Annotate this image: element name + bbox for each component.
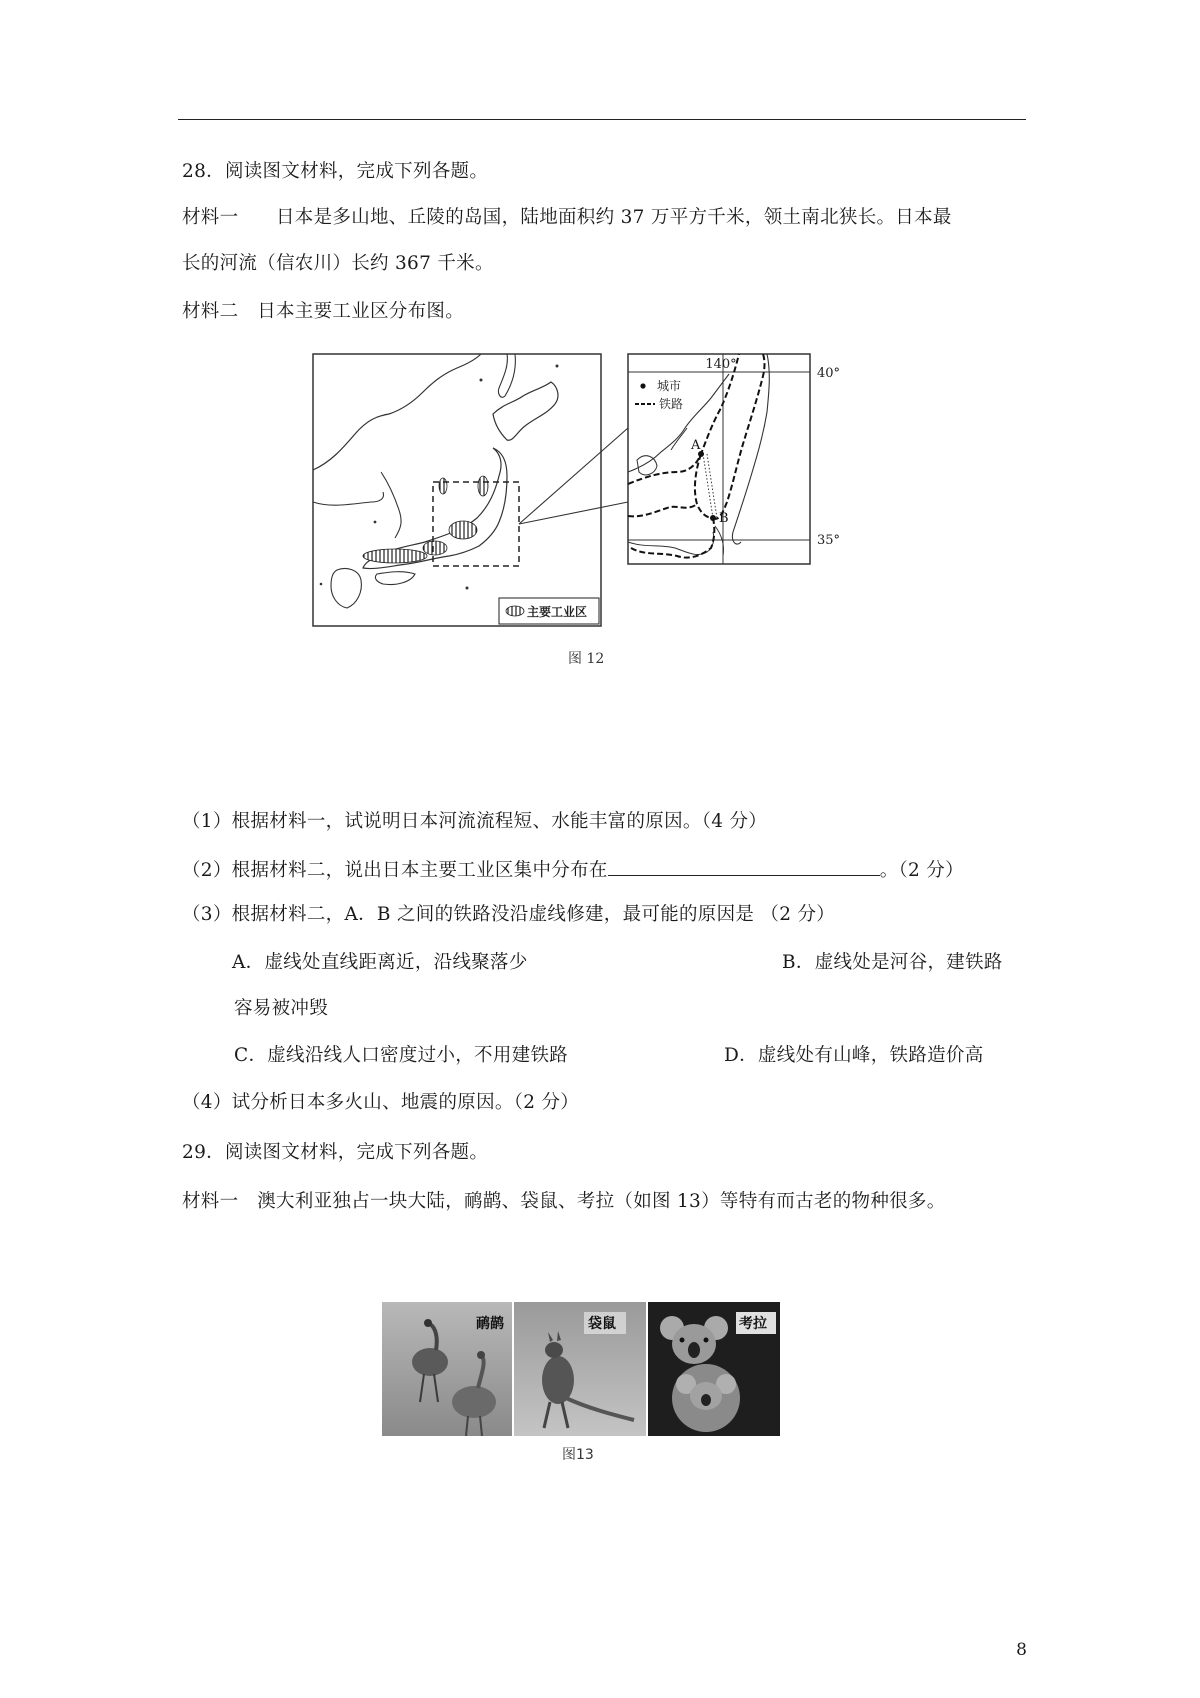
page-number: 8 (1016, 1640, 1027, 1660)
point-a-label: A (691, 438, 701, 453)
option-a: A．虚线处直线距离近，沿线聚落少 (232, 952, 528, 973)
figure-12-caption: 图 12 (568, 651, 605, 667)
legend-hatch-swatch (506, 606, 524, 616)
industrial-zone (363, 549, 427, 563)
option-b-continued: 容易被冲毁 (234, 998, 329, 1019)
header-rule (178, 119, 1026, 120)
australian-animals-photos (382, 1302, 780, 1436)
legend-industrial-label: 主要工业区 (527, 605, 588, 619)
point-b-label: B (719, 511, 729, 526)
kangaroo-photo (514, 1302, 646, 1436)
industrial-zone (449, 521, 477, 539)
koala-label: 考拉 (739, 1316, 767, 1332)
industrial-zone (439, 478, 447, 494)
industrial-zone (423, 541, 447, 555)
figure-13-caption: 图13 (562, 1447, 594, 1463)
industrial-zone (478, 476, 488, 496)
q29-material1: 材料一 澳大利亚独占一块大陆，鸸鹋、袋鼠、考拉（如图 13）等特有而古老的物种很多。 (182, 1191, 946, 1212)
legend-rail-label: 铁路 (659, 397, 684, 411)
q28-sub2-text: （2）根据材料二，说出日本主要工业区集中分布在 (182, 860, 608, 881)
option-c: C．虚线沿线人口密度过小，不用建铁路 (234, 1045, 569, 1066)
q28-sub1: （1）根据材料一，试说明日本河流流程短、水能丰富的原因。（4 分） (182, 811, 768, 832)
q28-sub2 (182, 857, 964, 883)
latitude-40-label: 40° (817, 366, 841, 381)
japan-industrial-map (311, 352, 871, 628)
q28-material2: 材料二 日本主要工业区分布图。 (182, 301, 465, 322)
q29-title: 29．阅读图文材料，完成下列各题。 (182, 1142, 489, 1163)
longitude-140-label: 140° (705, 357, 737, 372)
latitude-35-label: 35° (817, 533, 841, 548)
q28-sub4: （4）试分析日本多火山、地震的原因。（2 分） (182, 1092, 580, 1113)
q28-sub3: （3）根据材料二，A．B 之间的铁路没沿虚线修建，最可能的原因是 （2 分） (182, 904, 836, 925)
emu-label: 鸸鹋 (476, 1316, 504, 1332)
point-b-dot (710, 515, 716, 521)
q28-title: 28．阅读图文材料，完成下列各题。 (182, 161, 489, 182)
q28-sub2-points: 。（2 分） (879, 860, 964, 881)
city-dot-icon (640, 383, 645, 388)
legend-city-label: 城市 (657, 379, 682, 393)
option-d: D．虚线处有山峰，铁路造价高 (724, 1045, 984, 1066)
q28-material1-line2: 长的河流（信农川）长约 367 千米。 (182, 253, 494, 274)
option-b: B．虚线处是河谷，建铁路 (782, 952, 1003, 973)
answer-blank[interactable] (608, 857, 880, 876)
q28-material1-line1: 材料一 日本是多山地、丘陵的岛国，陆地面积约 37 万平方千米，领土南北狭长。日本最 (182, 207, 952, 228)
kangaroo-label: 袋鼠 (588, 1316, 616, 1332)
